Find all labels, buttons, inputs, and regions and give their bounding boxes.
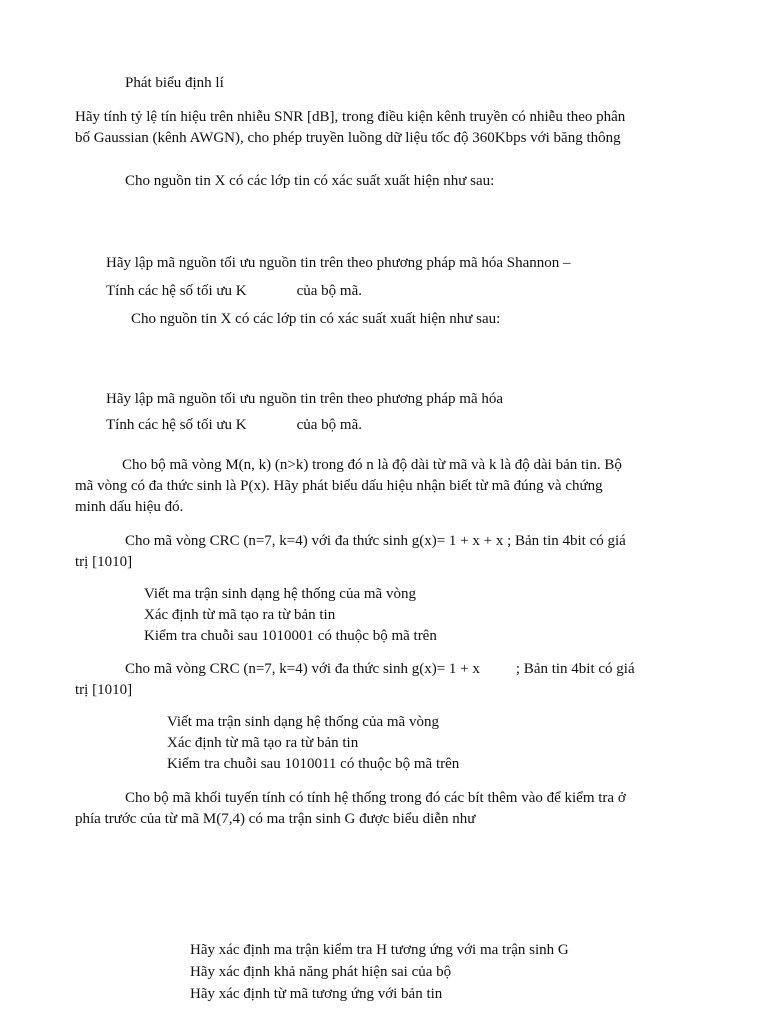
final-item-2: Hãy xác định khả năng phát hiện sai của bộ	[190, 964, 452, 980]
optimal-coef-2	[106, 416, 362, 434]
source-1-intro: Cho nguồn tin X có các lớp tin có xác suất xuất hiện như sau:	[125, 173, 495, 189]
crc-2-line-1-a: Cho mã vòng CRC (n=7, k=4) với đa thức sinh g(x)= 1 + x	[125, 661, 480, 677]
crc-2-item-2: Xác định từ mã tạo ra từ bản tin	[167, 735, 359, 751]
final-item-1: Hãy xác định ma trận kiểm tra H tương ứng với ma trận sinh G	[190, 942, 569, 958]
snr-question-line-2: bố Gaussian (kênh AWGN), cho phép truyền luồng dữ liệu tốc độ 360Kbps với băng thông	[75, 130, 621, 146]
encode-task-2: Hãy lập mã nguồn tối ưu nguồn tin trên theo phương pháp mã hóa	[106, 391, 504, 407]
optimal-coef-1	[106, 282, 362, 300]
optimal-coef-1-prefix: Tính các hệ số tối ưu K	[106, 283, 247, 299]
cyclic-code-line-1: Cho bộ mã vòng M(n, k) (n>k) trong đó n là độ dài từ mã và k là độ dài bản tin. Bộ	[122, 457, 622, 473]
crc-2-item-3: Kiểm tra chuỗi sau 1010011 có thuộc bộ mã trên	[167, 756, 460, 772]
crc-2-line-2: trị [1010]	[75, 682, 133, 698]
optimal-coef-2-prefix: Tính các hệ số tối ưu K	[106, 417, 247, 433]
source-2-intro: Cho nguồn tin X có các lớp tin có xác suất xuất hiện như sau:	[131, 311, 501, 327]
optimal-coef-1-suffix: của bộ mã.	[296, 283, 362, 299]
crc-1-line-2: trị [1010]	[75, 554, 133, 570]
crc-1-line-1: Cho mã vòng CRC (n=7, k=4) với đa thức sinh g(x)= 1 + x + x ; Bản tin 4bit có giá	[125, 533, 626, 549]
crc-1-item-1: Viết ma trận sinh dạng hệ thống của mã vòng	[144, 586, 416, 602]
snr-question-line-1: Hãy tính tỷ lệ tín hiệu trên nhiễu SNR [dB], trong điều kiện kênh truyền có nhiễu theo phân	[75, 109, 626, 125]
final-item-3: Hãy xác định từ mã tương ứng với bản tin	[190, 986, 443, 1002]
crc-1-item-3: Kiểm tra chuỗi sau 1010001 có thuộc bộ mã trên	[144, 628, 437, 644]
cyclic-code-line-2: mã vòng có đa thức sinh là P(x). Hãy phát biểu dấu hiệu nhận biết từ mã đúng và chứng	[75, 478, 603, 494]
crc-2-item-1: Viết ma trận sinh dạng hệ thống của mã vòng	[167, 714, 439, 730]
cyclic-code-line-3: minh dấu hiệu đó.	[75, 499, 184, 515]
shannon-task: Hãy lập mã nguồn tối ưu nguồn tin trên theo phương pháp mã hóa Shannon –	[106, 255, 571, 271]
theorem-heading: Phát biểu định lí	[125, 75, 224, 91]
crc-1-item-2: Xác định từ mã tạo ra từ bản tin	[144, 607, 336, 623]
linear-block-line-1: Cho bộ mã khối tuyến tính có tính hệ thống trong đó các bít thêm vào để kiểm tra ở	[125, 790, 626, 806]
crc-2-line-1-b: ; Bản tin 4bit có giá	[515, 661, 635, 677]
linear-block-line-2: phía trước của từ mã M(7,4) có ma trận sinh G được biểu diễn như	[75, 811, 476, 827]
optimal-coef-2-suffix: của bộ mã.	[296, 417, 362, 433]
crc-2-line-1	[125, 660, 635, 678]
